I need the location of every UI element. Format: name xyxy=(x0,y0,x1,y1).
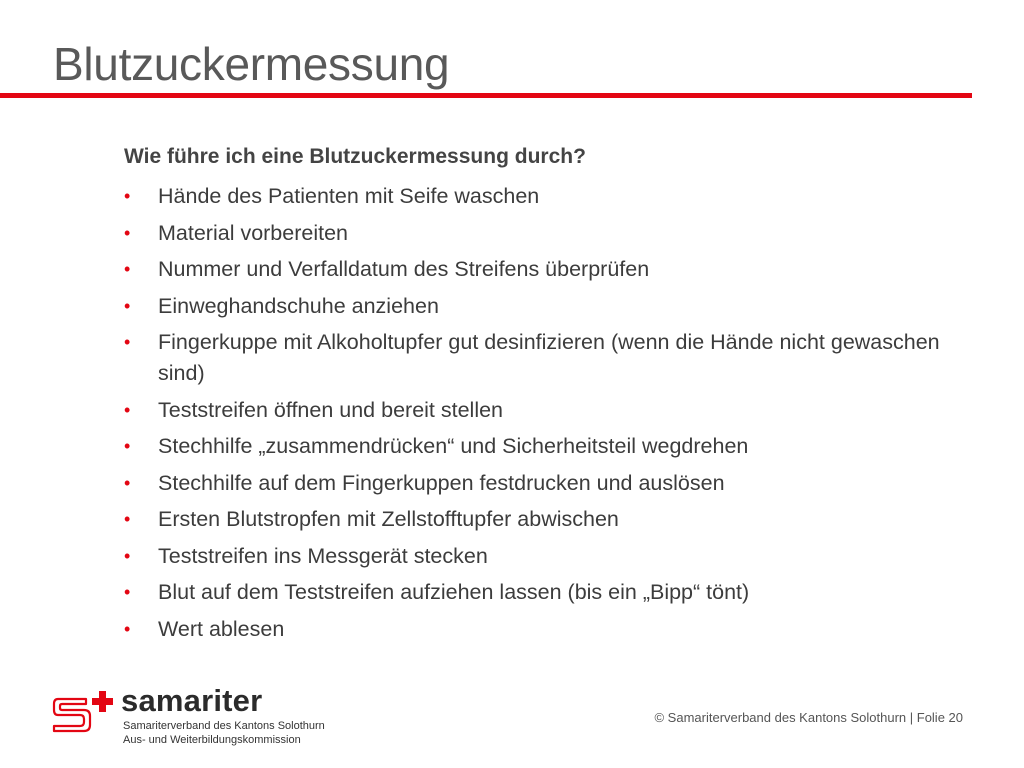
bullet-item xyxy=(124,431,974,462)
logo-subtitle-line2: Aus- und Weiterbildungskommission xyxy=(123,734,301,746)
bullet-icon: • xyxy=(124,545,131,566)
bullet-icon: • xyxy=(124,509,131,529)
bullet-text: Wert ablesen xyxy=(158,616,285,641)
bullet-item xyxy=(124,395,974,426)
bullet-item xyxy=(124,291,974,322)
bullet-item xyxy=(124,218,974,249)
bullet-text: Teststreifen ins Messgerät stecken xyxy=(158,543,488,568)
bullet-text: Material vorbereiten xyxy=(158,220,349,245)
bullet-icon: • xyxy=(124,222,131,243)
bullet-icon: • xyxy=(124,399,131,420)
samariter-logo xyxy=(52,683,325,752)
question-heading: Wie führe ich eine Blutzuckermessung durch? xyxy=(124,145,586,168)
bullet-text: Einweghandschuhe anziehen xyxy=(158,293,439,318)
bullet-text: Teststreifen öffnen und bereit stellen xyxy=(158,397,504,422)
bullet-item xyxy=(124,541,974,572)
bullet-icon: • xyxy=(124,259,131,279)
title-rule xyxy=(0,93,972,98)
bullet-icon: • xyxy=(124,295,131,316)
bullet-text: Hände des Patienten mit Seife waschen xyxy=(158,184,540,208)
slide-title: Blutzuckermessung xyxy=(53,38,450,90)
bullet-icon: • xyxy=(124,186,131,206)
slide-footer: © Samariterverband des Kantons Solothurn | Folie 20 xyxy=(654,710,963,725)
bullet-text: Fingerkuppe mit Alkoholtupfer gut desinfizieren (wenn die Hände nicht gewaschen sind) xyxy=(158,330,940,385)
bullet-item xyxy=(124,254,974,285)
bullet-item xyxy=(124,181,974,212)
bullet-item xyxy=(124,577,974,608)
bullet-text: Stechhilfe „zusammendrücken“ und Sicherheitsteil wegdrehen xyxy=(158,434,749,458)
bullet-icon: • xyxy=(124,332,131,352)
bullet-icon: • xyxy=(124,618,131,639)
logo-subtitle-line1: Samariterverband des Kantons Solothurn xyxy=(123,720,325,732)
logo-wordmark: samariter xyxy=(121,683,263,718)
samariter-logo-icon xyxy=(52,688,122,734)
bullet-text: Nummer und Verfalldatum des Streifens überprüfen xyxy=(158,257,650,281)
bullet-text: Ersten Blutstropfen mit Zellstofftupfer abwischen xyxy=(158,507,619,531)
bullet-icon: • xyxy=(124,436,131,456)
bullet-item xyxy=(124,327,974,389)
bullet-item xyxy=(124,614,974,645)
bullet-item xyxy=(124,468,974,499)
bullet-text: Stechhilfe auf dem Fingerkuppen festdrucken und auslösen xyxy=(158,470,725,495)
bullet-icon: • xyxy=(124,582,131,602)
bullet-text: Blut auf dem Teststreifen aufziehen lassen (bis ein „Bipp“ tönt) xyxy=(158,580,750,604)
bullet-list xyxy=(124,181,974,645)
bullet-item xyxy=(124,504,974,535)
bullet-icon: • xyxy=(124,472,131,493)
slide-content xyxy=(124,141,974,650)
